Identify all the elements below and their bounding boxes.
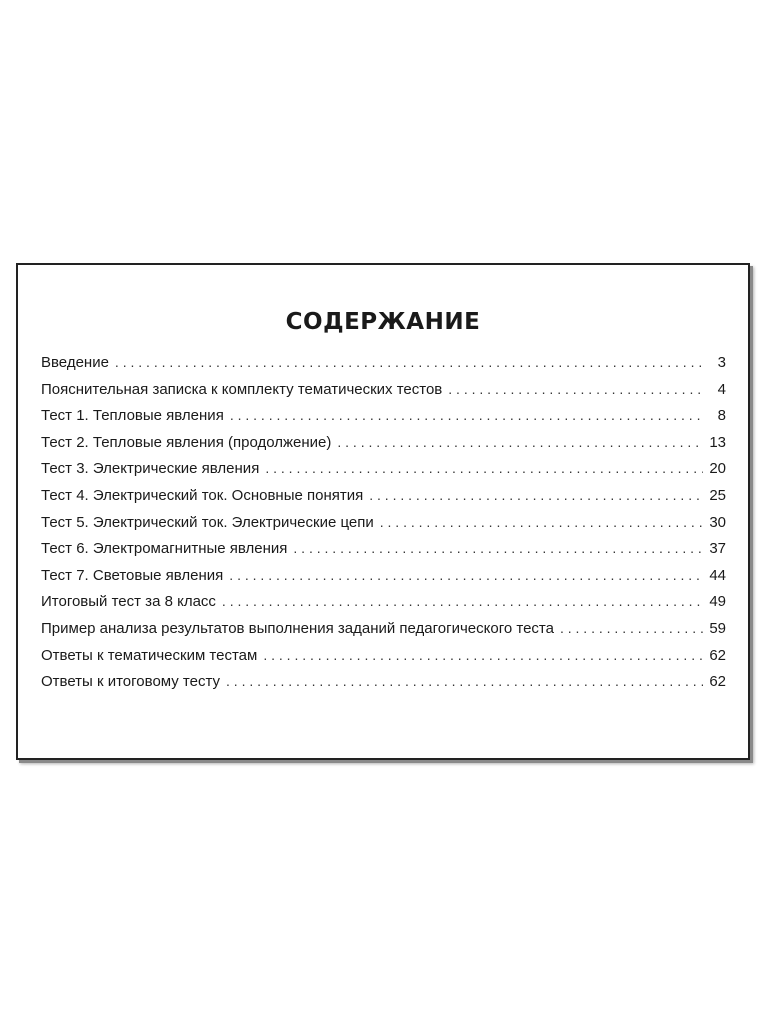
toc-list [41,354,726,700]
dot-leader [226,673,703,689]
toc-entry-label: Пояснительная записка к комплекту тематических тестов [41,380,443,398]
toc-entry-page: 62 [709,673,726,691]
toc-entry-label: Тест 1. Тепловые явления [41,407,224,425]
toc-entry-page: 59 [709,619,726,637]
toc-entry[interactable] [41,673,726,700]
dot-leader [380,514,704,530]
toc-entry-label: Пример анализа результатов выполнения заданий педагогического теста [41,619,554,637]
dot-leader [230,407,704,423]
toc-entry-page: 30 [709,513,726,531]
toc-entry[interactable] [41,593,726,620]
toc-entry[interactable] [41,434,726,461]
toc-entry-page: 8 [717,407,726,425]
toc-entry-page: 37 [709,540,726,558]
toc-entry-label: Тест 5. Электрический ток. Электрические цепи [41,513,374,531]
page-title: СОДЕРЖАНИЕ [285,309,481,335]
dot-leader [115,354,704,370]
toc-entry-page: 3 [717,354,726,371]
toc-entry[interactable] [41,540,726,567]
dot-leader [229,567,703,583]
toc-entry[interactable] [41,647,726,674]
toc-entry[interactable] [41,381,726,408]
dot-leader [263,647,703,663]
toc-entry-page: 49 [709,593,726,611]
toc-entry[interactable] [41,460,726,487]
toc-entry[interactable] [41,620,726,647]
toc-entry[interactable] [41,487,726,514]
toc-entry-label: Ответы к итоговому тесту [41,673,221,691]
toc-entry-label: Тест 4. Электрический ток. Основные понятия [41,486,364,504]
dot-leader [293,540,703,556]
toc-entry-label: Тест 2. Тепловые явления (продолжение) [41,433,332,451]
toc-entry-label: Тест 6. Электромагнитные явления [41,540,288,558]
dot-leader [369,487,703,503]
toc-entry-page: 13 [709,433,726,451]
toc-entry-label: Тест 3. Электрические явления [41,460,260,478]
toc-entry[interactable] [41,567,726,594]
toc-entry-label: Ответы к тематическим тестам [41,646,258,664]
dot-leader [337,434,703,450]
dot-leader [265,460,703,476]
contents-panel [16,263,750,760]
toc-entry-page: 62 [709,646,726,664]
toc-entry-page: 4 [717,380,726,398]
dot-leader [560,620,703,636]
toc-entry-page: 20 [709,460,726,478]
toc-entry-label: Итоговый тест за 8 класс [41,593,216,611]
toc-entry-label: Тест 7. Световые явления [41,566,224,584]
toc-entry-page: 44 [709,566,726,584]
toc-entry-page: 25 [709,486,726,504]
toc-entry[interactable] [41,514,726,541]
dot-leader [222,593,703,609]
dot-leader [448,381,704,397]
toc-entry[interactable] [41,407,726,434]
toc-entry[interactable] [41,354,726,381]
toc-entry-label: Введение [41,354,109,371]
